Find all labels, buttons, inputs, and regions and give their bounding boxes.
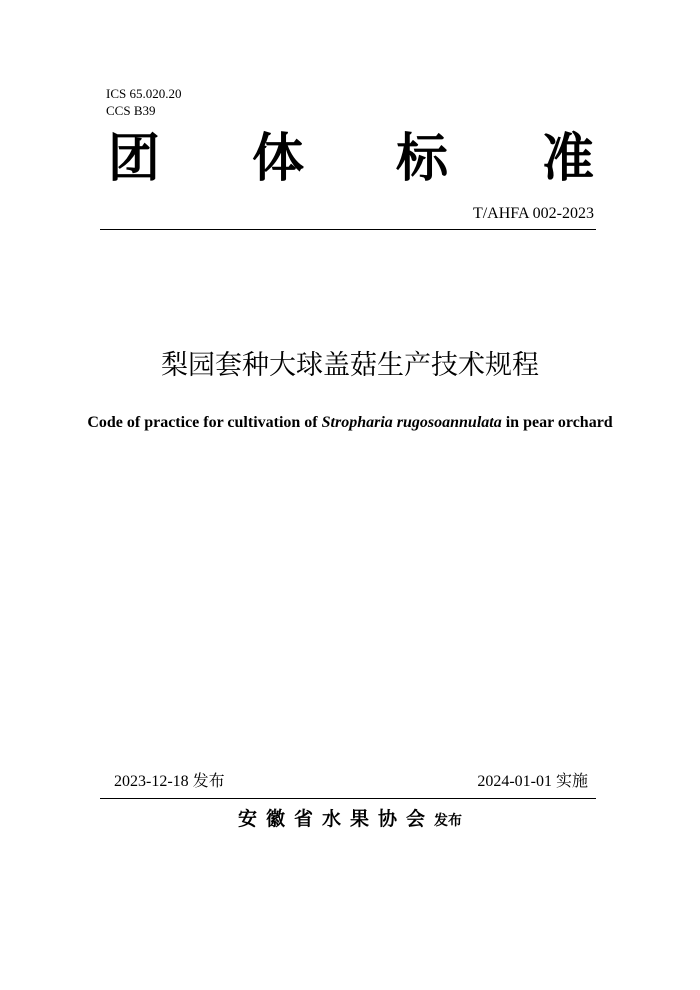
issuer-line — [0, 806, 700, 834]
issue-date: 2023-12-18 — [114, 773, 189, 790]
banner-char: 体 — [252, 129, 305, 189]
ics-code: ICS 65.020.20 — [106, 86, 182, 101]
footer-divider — [100, 798, 596, 799]
species-name: Stropharia rugosoannulata — [321, 414, 502, 431]
title-chinese: 梨园套种大球盖菇生产技术规程 — [161, 350, 539, 381]
issuer-name: 安徽省水果协会 — [237, 808, 434, 830]
implementation-date-line — [477, 772, 588, 792]
title-english-suffix: in pear orchard — [501, 414, 613, 431]
title-english-prefix: Code of practice for cultivation of — [87, 414, 322, 431]
banner-char: 团 — [108, 129, 161, 189]
header-divider — [100, 229, 596, 230]
standard-number: T/AHFA 002-2023 — [472, 205, 594, 222]
implementation-label: 实施 — [555, 773, 588, 790]
ccs-code: CCS B39 — [106, 103, 156, 118]
banner-char: 标 — [396, 129, 449, 189]
implementation-date: 2024-01-01 — [477, 773, 552, 790]
issuer-suffix: 发布 — [434, 813, 462, 829]
banner-char: 准 — [542, 129, 595, 189]
title-english — [80, 404, 620, 442]
issue-label: 发布 — [192, 773, 225, 790]
issue-date-line — [114, 772, 225, 792]
